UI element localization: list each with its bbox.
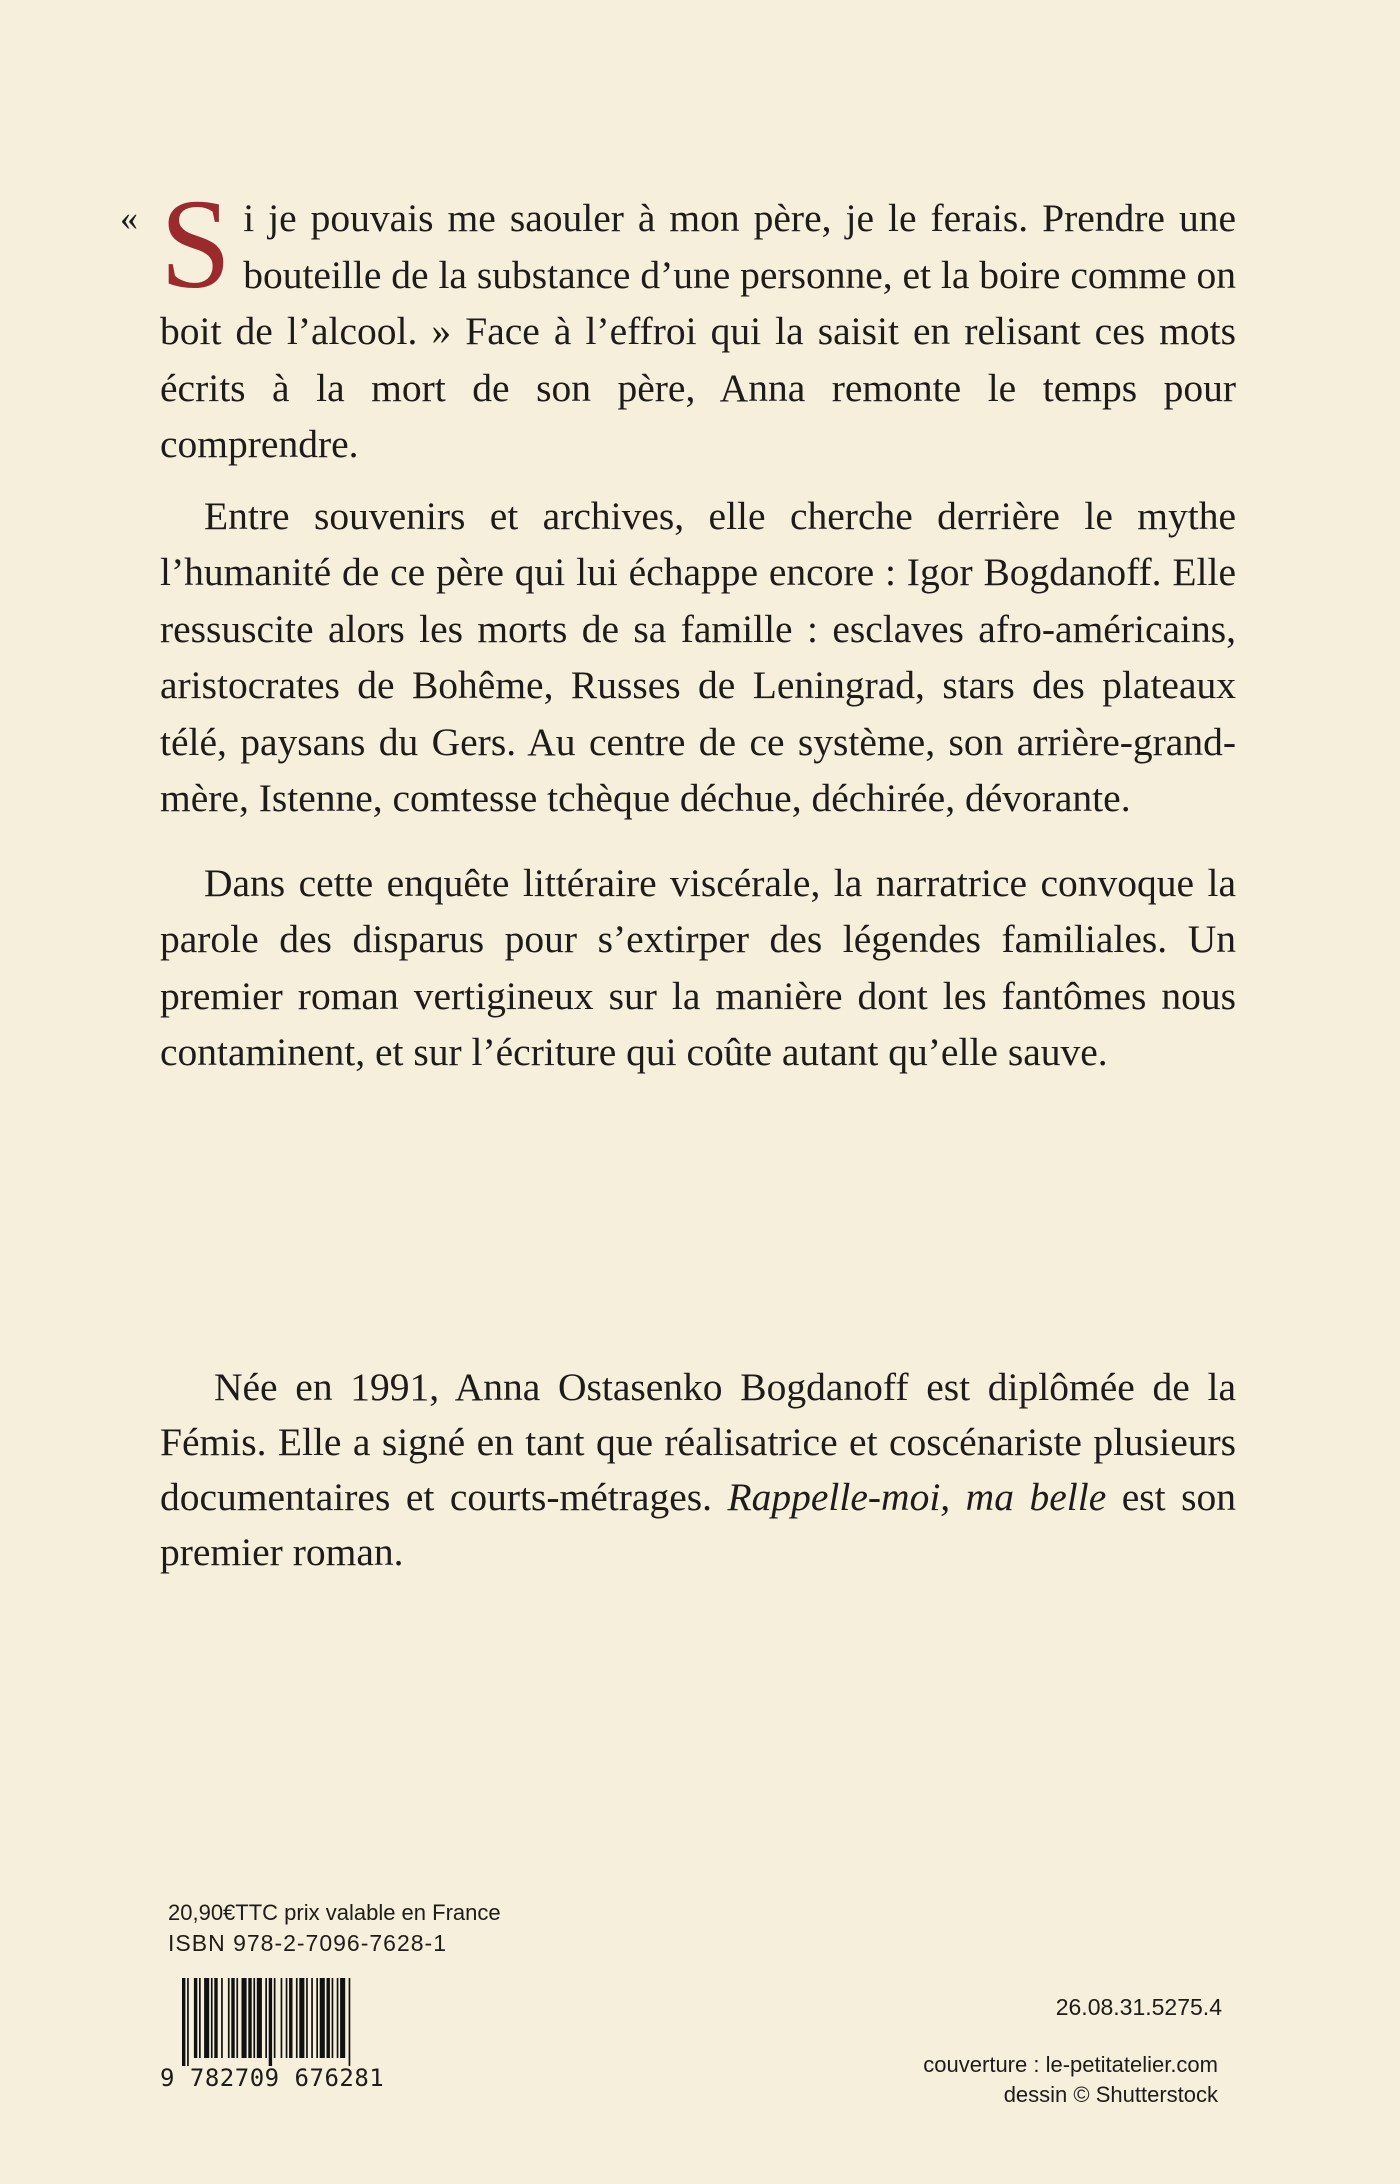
- barcode-bar: [211, 1978, 213, 2058]
- barcode-bar: [199, 1978, 201, 2058]
- barcode-bar: [320, 1978, 325, 2058]
- blurb-paragraph-3: Dans cette enquête littéraire viscérale, la narratrice convoque la parole des disparus pour s’extirper des légendes familiales. Un premier roman vertigineux sur la manière dont les fantômes nous contaminent, et sur l’écriture qui coûte autant qu’elle sauve.: [160, 860, 1236, 1074]
- opening-quote-mark: «: [120, 198, 138, 238]
- barcode-bar: [248, 1978, 251, 2058]
- barcode-bar: [194, 1978, 197, 2058]
- barcode-bar: [242, 1978, 247, 2058]
- barcode-bar: [204, 1978, 209, 2058]
- bio-text: Née en 1991, Anna Ostasenko Bogdanoff est diplômée de la Fémis. Elle a signé en tant que réalisatrice et coscénariste plusieurs documentaires et courts-métrages.: [160, 1365, 1236, 1519]
- product-code: 26.08.31.5275.4: [1055, 1994, 1222, 2020]
- barcode-bar: [337, 1978, 339, 2058]
- barcode-bar: [274, 1978, 276, 2058]
- barcode-bar: [231, 1978, 234, 2058]
- price-label: 20,90€TTC prix valable en France: [168, 1900, 501, 1925]
- isbn-label: ISBN 978-2-7096-7628-1: [168, 1930, 447, 1956]
- barcode-bar: [236, 1978, 238, 2058]
- barcode-bar: [316, 1978, 318, 2058]
- barcode-number: 9 782709 676281: [160, 2064, 385, 2092]
- barcode-bar: [340, 1978, 345, 2058]
- barcode-bar: [349, 1978, 351, 2066]
- blurb-paragraph-2: Entre souvenirs et archives, elle cherche derrière le mythe l’humanité de ce père qui lui échappe encore : Igor Bogdanoff. Elle ressuscite alors les morts de sa famille : esclaves afro-américains, aristocrates de Bohême, Russes de Leningrad, stars des plateaux télé, paysans du Gers. Au centre de ce système, son arrière-grand-mère, Istenne, comtesse tchèque déchue, déchirée, dévorante.: [160, 493, 1236, 820]
- drop-cap: S: [160, 173, 232, 315]
- barcode-bar: [269, 1978, 272, 2066]
- barcode-bar: [311, 1978, 313, 2058]
- blurb-paragraph-1: i je pouvais me saouler à mon père, je le ferais. Prendre une bouteille de la substance d’une personne, et la boire comme on boit de l’alcool. » Face à l’effroi qui la saisit en relisant ces mots écrits à la mort de son père, Anna remonte le temps pour comprendre.: [160, 196, 1236, 466]
- cover-credit: couverture : le-petitatelier.com: [923, 2052, 1218, 2077]
- back-cover-blurb: [120, 173, 1236, 1081]
- barcode-bar: [253, 1978, 255, 2058]
- barcode-bar: [257, 1978, 262, 2058]
- barcode-bar: [332, 1978, 334, 2058]
- barcode-bar: [265, 1978, 267, 2058]
- barcode-bar: [296, 1978, 298, 2058]
- book-title: Rappelle-moi, ma belle: [727, 1475, 1107, 1519]
- barcode-bar: [286, 1978, 288, 2058]
- barcode-bar: [228, 1978, 230, 2058]
- barcode-bar: [187, 1978, 189, 2066]
- drawing-credit: dessin © Shutterstock: [1003, 2082, 1218, 2107]
- barcode-bar: [299, 1978, 304, 2058]
- bio-text-end: est son premier roman.: [160, 1475, 1237, 1574]
- barcode-bar: [182, 1978, 185, 2066]
- barcode-bar: [214, 1978, 217, 2058]
- barcode-bar: [281, 1978, 283, 2058]
- barcode-bar: [221, 1978, 223, 2058]
- barcode-bar: [327, 1978, 330, 2058]
- author-bio: [160, 1360, 1236, 1580]
- barcode-bar: [289, 1978, 292, 2058]
- barcode-bar: [306, 1978, 308, 2058]
